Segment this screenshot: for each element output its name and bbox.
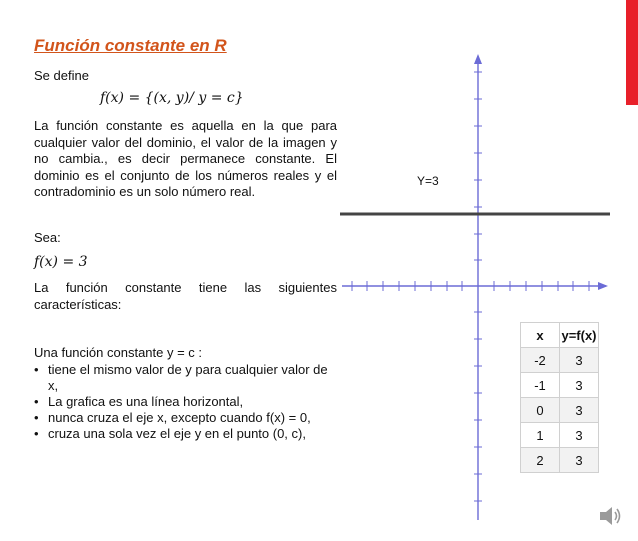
table-cell: 2 [521, 448, 560, 473]
list-item: • cruza una sola vez el eje y en el punto (0, c), [34, 426, 339, 442]
characteristics-intro: La función constante tiene las siguientes características: [34, 280, 337, 312]
speaker-icon[interactable] [598, 504, 624, 528]
table-cell: 3 [560, 423, 599, 448]
table-cell: -2 [521, 348, 560, 373]
values-table [520, 322, 599, 473]
table-cell: 3 [560, 348, 599, 373]
table-cell: -1 [521, 373, 560, 398]
properties-intro: Una función constante y = c : [34, 345, 203, 360]
table-row [521, 448, 599, 473]
table-row [521, 348, 599, 373]
slide-title: Función constante en R [34, 36, 227, 55]
table-row [521, 423, 599, 448]
example-function: f(x) = 3 [34, 254, 88, 270]
intro-text: Se define [34, 68, 89, 83]
graph-label: Y=3 [417, 174, 439, 188]
table-row [521, 373, 599, 398]
y-axis-arrow [474, 54, 482, 64]
list-item: • tiene el mismo valor de y para cualquier valor de x, [34, 362, 339, 394]
x-axis-arrow [598, 282, 608, 290]
table-cell: 1 [521, 423, 560, 448]
sea-label: Sea: [34, 230, 61, 245]
table-header-x: x [521, 323, 560, 348]
table-header-row [521, 323, 599, 348]
list-item: • nunca cruza el eje x, excepto cuando f(x) = 0, [34, 410, 339, 426]
table-cell: 3 [560, 448, 599, 473]
properties-list [34, 362, 339, 442]
description-paragraph: La función constante es aquella en la que para cualquier valor del dominio, el valor de la imagen y no cambia., es decir permanece constante. El dominio es el conjunto de los números reales y el contradominio es un solo número real. [34, 118, 337, 199]
accent-bar [626, 0, 638, 105]
table-cell: 3 [560, 373, 599, 398]
list-item: • La grafica es una línea horizontal, [34, 394, 339, 410]
definition-formula: f(x) = {(x, y)/ y = c} [100, 90, 244, 106]
table-cell: 0 [521, 398, 560, 423]
table-row [521, 398, 599, 423]
table-header-y: y=f(x) [560, 323, 599, 348]
table-cell: 3 [560, 398, 599, 423]
